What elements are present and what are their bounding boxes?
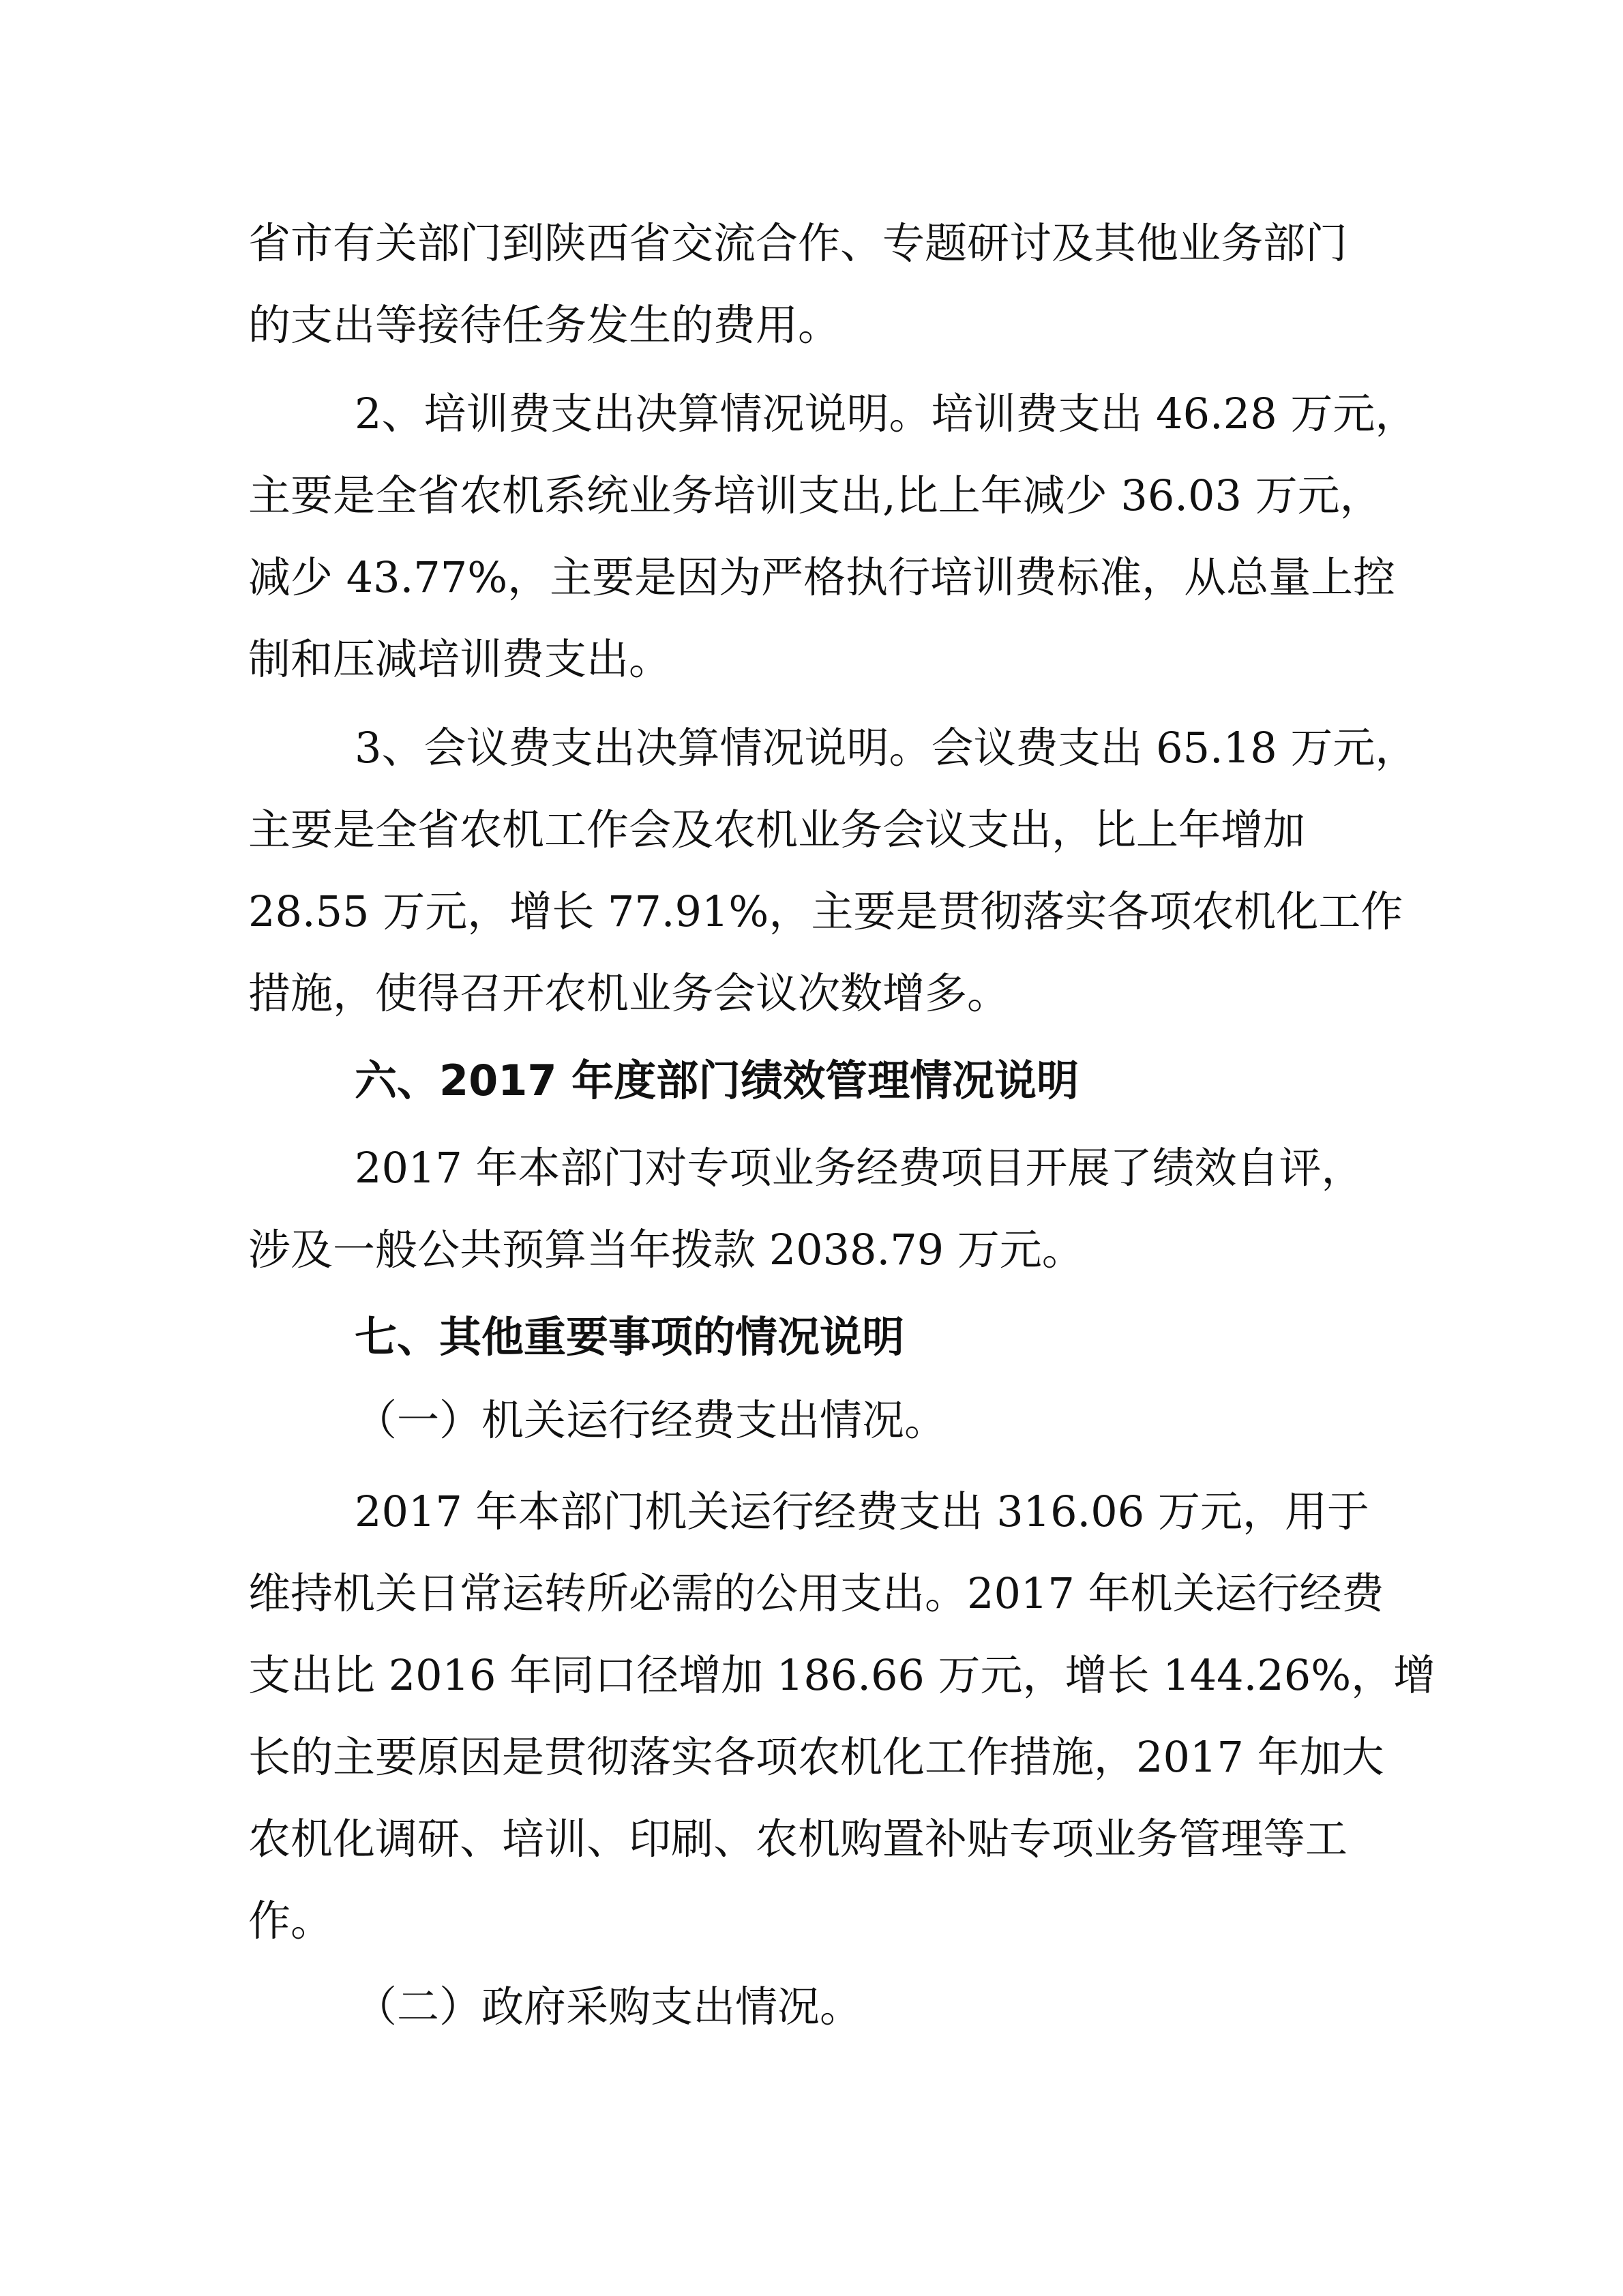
subsection-heading: （一）机关运行经费支出情况。 [355,1395,947,1445]
paragraph-line: 2017 年本部门机关运行经费支出 316.06 万元，用于 [355,1487,1369,1536]
paragraph-line: 主要是全省农机系统业务培训支出,比上年减少 36.03 万元， [248,471,1382,520]
paragraph-line: 维持机关日常运转所必需的公用支出。2017 年机关运行经费 [248,1568,1384,1618]
paragraph-line: 支出比 2016 年同口径增加 186.66 万元，增长 144.26%，增 [248,1650,1436,1700]
section-heading: 七、其他重要事项的情况说明 [355,1312,905,1362]
paragraph-line: 措施，使得召开农机业务会议次数增多。 [248,968,1010,1018]
paragraph-line: 的支出等接待任务发生的费用。 [248,300,841,350]
paragraph-line: 作。 [248,1896,333,1945]
paragraph-line: 2、培训费支出决算情况说明。培训费支出 46.28 万元， [355,389,1418,438]
paragraph-line: 涉及一般公共预算当年拨款 2038.79 万元。 [248,1225,1084,1274]
paragraph-line: 3、会议费支出决算情况说明。会议费支出 65.18 万元， [355,723,1418,773]
paragraph-line: 2017 年本部门对专项业务经费项目开展了绩效自评， [355,1143,1364,1193]
subsection-heading: （二）政府采购支出情况。 [355,1982,863,2031]
paragraph-line: 减少 43.77%，主要是因为严格执行培训费标准，从总量上控 [248,552,1396,602]
section-heading: 六、2017 年度部门绩效管理情况说明 [355,1056,1079,1105]
paragraph-line: 农机化调研、培训、印刷、农机购置补贴专项业务管理等工 [248,1814,1348,1864]
paragraph-line: 制和压减培训费支出。 [248,634,672,684]
paragraph-line: 主要是全省农机工作会及农机业务会议支出，比上年增加 [248,805,1306,854]
paragraph-line: 长的主要原因是贯彻落实各项农机化工作措施，2017 年加大 [248,1732,1384,1782]
paragraph-line: 28.55 万元，增长 77.91%，主要是贯彻落实各项农机化工作 [248,886,1403,936]
paragraph-line: 省市有关部门到陕西省交流合作、专题研讨及其他业务部门 [248,218,1348,268]
